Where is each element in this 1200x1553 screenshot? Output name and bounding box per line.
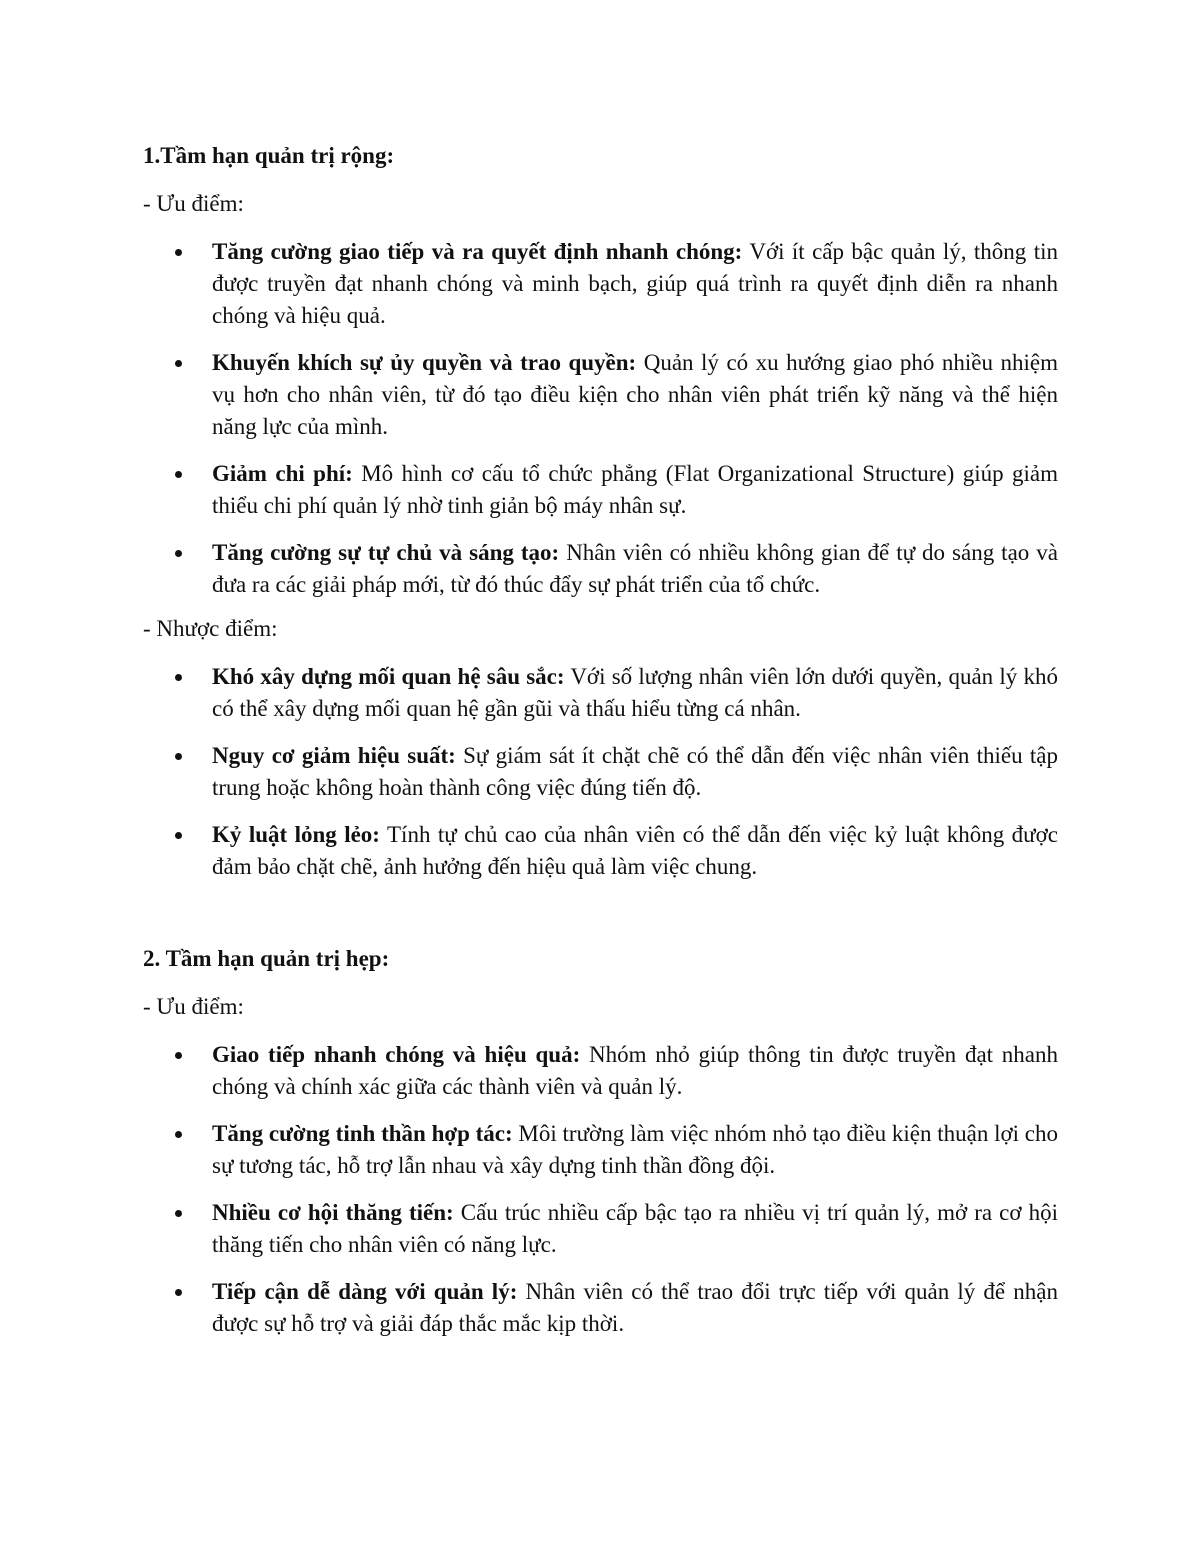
item-term: Giao tiếp nhanh chóng và hiệu quả: — [212, 1042, 581, 1067]
bullet-icon — [175, 1052, 182, 1059]
item-text: Sự giám sát ít chặt chẽ có thể dẫn đến việc nhân viên thiếu tập trung hoặc không hoàn thành công việc đúng tiến độ. — [212, 743, 1058, 800]
item-text: Tính tự chủ cao của nhân viên có thể dẫn đến việc kỷ luật không được đảm bảo chặt chẽ, ảnh hưởng đến hiệu quả làm việc chung. — [212, 822, 1059, 879]
item-text: Nhân viên có thể trao đổi trực tiếp với quản lý để nhận được sự hỗ trợ và giải đáp thắc mắc kịp thời. — [212, 1279, 1059, 1336]
bullet-icon — [175, 360, 182, 367]
list-item — [143, 458, 1058, 522]
bullet-icon — [175, 1131, 182, 1138]
item-text: Nhóm nhỏ giúp thông tin được truyền đạt nhanh chóng và chính xác giữa các thành viên và quản lý. — [212, 1042, 1058, 1099]
list-item — [143, 537, 1058, 601]
item-term: Tăng cường sự tự chủ và sáng tạo: — [212, 540, 560, 565]
bullet-icon — [175, 249, 182, 256]
section1-pros-list — [143, 236, 1058, 616]
list-item — [143, 819, 1058, 883]
bullet-icon — [175, 753, 182, 760]
item-term: Tiếp cận dễ dàng với quản lý: — [212, 1279, 518, 1304]
item-text: Mô hình cơ cấu tổ chức phẳng (Flat Organizational Structure) giúp giảm thiểu chi phí quản lý nhờ tinh giản bộ máy nhân sự. — [212, 461, 1058, 518]
list-item — [143, 661, 1058, 725]
bullet-icon — [175, 832, 182, 839]
item-text: Quản lý có xu hướng giao phó nhiều nhiệm vụ hơn cho nhân viên, từ đó tạo điều kiện cho nhân viên phát triển kỹ năng và thể hiện năng lực của mình. — [212, 350, 1058, 439]
section2-pros-label: - Ưu điểm: — [143, 994, 244, 1019]
section1-title: 1.Tầm hạn quản trị rộng: — [143, 143, 395, 168]
section2-pros-list — [143, 1039, 1058, 1355]
item-text: Cấu trúc nhiều cấp bậc tạo ra nhiều vị trí quản lý, mở ra cơ hội thăng tiến cho nhân viên có năng lực. — [212, 1200, 1058, 1257]
item-term: Tăng cường tinh thần hợp tác: — [212, 1121, 513, 1146]
item-term: Kỷ luật lỏng lẻo: — [212, 822, 380, 847]
list-item — [143, 1197, 1058, 1261]
list-item — [143, 1039, 1058, 1103]
bullet-icon — [175, 550, 182, 557]
list-item — [143, 740, 1058, 804]
bullet-icon — [175, 471, 182, 478]
item-term: Giảm chi phí: — [212, 461, 353, 486]
item-text: Với số lượng nhân viên lớn dưới quyền, quản lý khó có thể xây dựng mối quan hệ gần gũi và thấu hiểu từng cá nhân. — [212, 664, 1058, 721]
item-text: Nhân viên có nhiều không gian để tự do sáng tạo và đưa ra các giải pháp mới, từ đó thúc đẩy sự phát triển của tổ chức. — [212, 540, 1058, 597]
section1-cons-label: - Nhược điểm: — [143, 616, 278, 641]
item-term: Tăng cường giao tiếp và ra quyết định nhanh chóng: — [212, 239, 743, 264]
item-term: Khuyến khích sự ủy quyền và trao quyền: — [212, 350, 637, 375]
bullet-icon — [175, 1210, 182, 1217]
bullet-icon — [175, 674, 182, 681]
item-text: Với ít cấp bậc quản lý, thông tin được truyền đạt nhanh chóng và minh bạch, giúp quá trình ra quyết định diễn ra nhanh chóng và hiệu quả. — [212, 239, 1058, 328]
item-term: Khó xây dựng mối quan hệ sâu sắc: — [212, 664, 565, 689]
list-item — [143, 1118, 1058, 1182]
bullet-icon — [175, 1289, 182, 1296]
list-item — [143, 236, 1058, 332]
list-item — [143, 1276, 1058, 1340]
section2-title: 2. Tầm hạn quản trị hẹp: — [143, 946, 390, 971]
section1-pros-label: - Ưu điểm: — [143, 191, 244, 216]
list-item — [143, 347, 1058, 443]
item-term: Nhiều cơ hội thăng tiến: — [212, 1200, 454, 1225]
item-term: Nguy cơ giảm hiệu suất: — [212, 743, 456, 768]
section1-cons-list — [143, 661, 1058, 898]
item-text: Môi trường làm việc nhóm nhỏ tạo điều kiện thuận lợi cho sự tương tác, hỗ trợ lẫn nhau và xây dựng tinh thần đồng đội. — [212, 1121, 1058, 1178]
